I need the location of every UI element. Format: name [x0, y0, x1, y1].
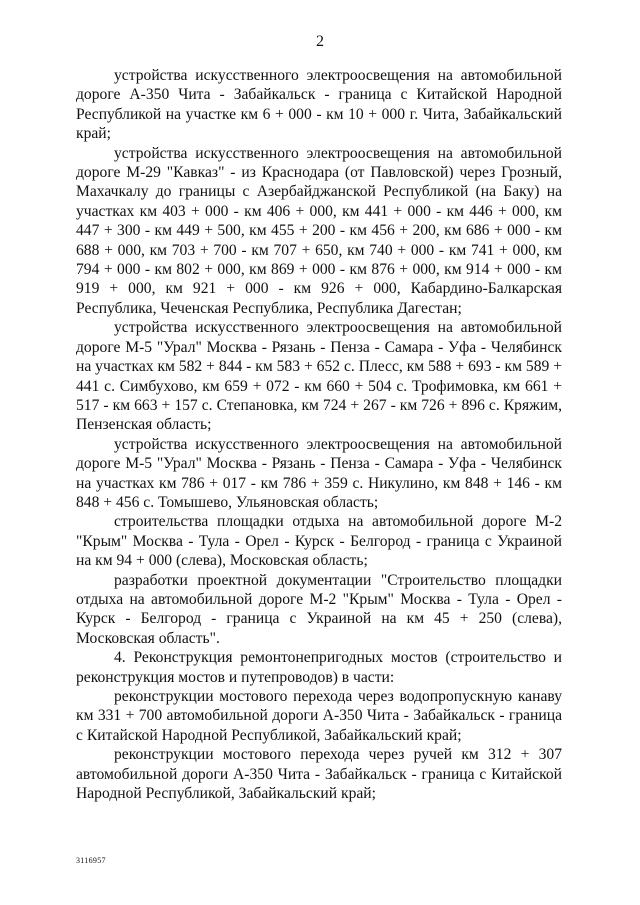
paragraph-lighting-m29: устройства искусственного электроосвещения на автомобильной дороге М-29 "Кавказ" - из Краснодара (от Павловской) через Грозный, Махачкалу до границы с Азербайджанской Республикой (на Баку) на участках км 403 + 000 - км 406 + 000, км 441 + 000 - км 446 + 000, км 447 + 300 - км 449 + 500, км 455 + 200 - км 456 + 200, км 686 + 000 - км 688 + 000, км 703 + 700 - км 707 + 650, км 740 + 000 - км 741 + 000, км 794 + 000 - км 802 + 000, км 869 + 000 - км 876 + 000, км 914 + 000 - км 919 + 000, км 921 + 000 - км 926 + 000, Кабардино-Балкарская Республика, Чеченская Республика, Республика Дагестан;: [76, 144, 562, 317]
paragraph-lighting-m5-ulyanovsk: устройства искусственного электроосвещения на автомобильной дороге М-5 "Урал" Москва - Рязань - Пенза - Самара - Уфа - Челябинск на участках км 786 + 017 - км 786 + 359 с. Никулино, км 848 + 146 - км 848 + 456 с. Томышево, Ульяновская область;: [76, 435, 562, 511]
paragraph-bridge-canal: реконструкции мостового перехода через водопропускную канаву км 331 + 700 автомобильной дороги А-350 Чита - Забайкальск - граница с Китайской Народной Республикой, Забайкальский край;: [76, 688, 562, 744]
paragraph-bridge-stream: реконструкции мостового перехода через ручей км 312 + 307 автомобильной дороги А-350 Чита - Забайкальск - граница с Китайской Народной Республикой, Забайкальский край;: [76, 746, 562, 803]
paragraph-lighting-a350: устройства искусственного электроосвещения на автомобильной дороге А-350 Чита - Забайкальск - граница с Китайской Народной Республикой на участке км 6 + 000 - км 10 + 000 г. Чита, Забайкальский край;: [76, 67, 562, 143]
document-id: 3116957: [76, 856, 106, 865]
page-number: 2: [316, 33, 324, 50]
paragraph-rest-area-m2: строительства площадки отдыха на автомобильной дороге М-2 "Крым" Москва - Тула - Орел - Курск - Белгород - граница с Украиной на км 94 + 000 (слева), Московская область;: [76, 513, 562, 570]
document-body: [76, 66, 562, 803]
paragraph-section-4-heading: 4. Реконструкция ремонтонепригодных мостов (строительство и реконструкция мостов и путепроводов) в части:: [76, 649, 562, 686]
paragraph-design-docs-m2: разработки проектной документации "Строительство площадки отдыха на автомобильной дороге М-2 "Крым" Москва - Тула - Орел - Курск - Белгород - граница с Украиной на км 45 + 250 (слева), Московская область".: [76, 571, 562, 647]
paragraph-lighting-m5-penza: устройства искусственного электроосвещения на автомобильной дороге М-5 "Урал" Москва - Рязань - Пенза - Самара - Уфа - Челябинск на участках км 582 + 844 - км 583 + 652 с. Плесс, км 588 + 693 - км 589 + 441 с. Симбухово, км 659 + 072 - км 660 + 504 с. Трофимовка, км 661 + 517 - км 663 + 157 с. Степановка, км 724 + 267 - км 726 + 896 с. Кряжим, Пензенская область;: [76, 319, 562, 434]
